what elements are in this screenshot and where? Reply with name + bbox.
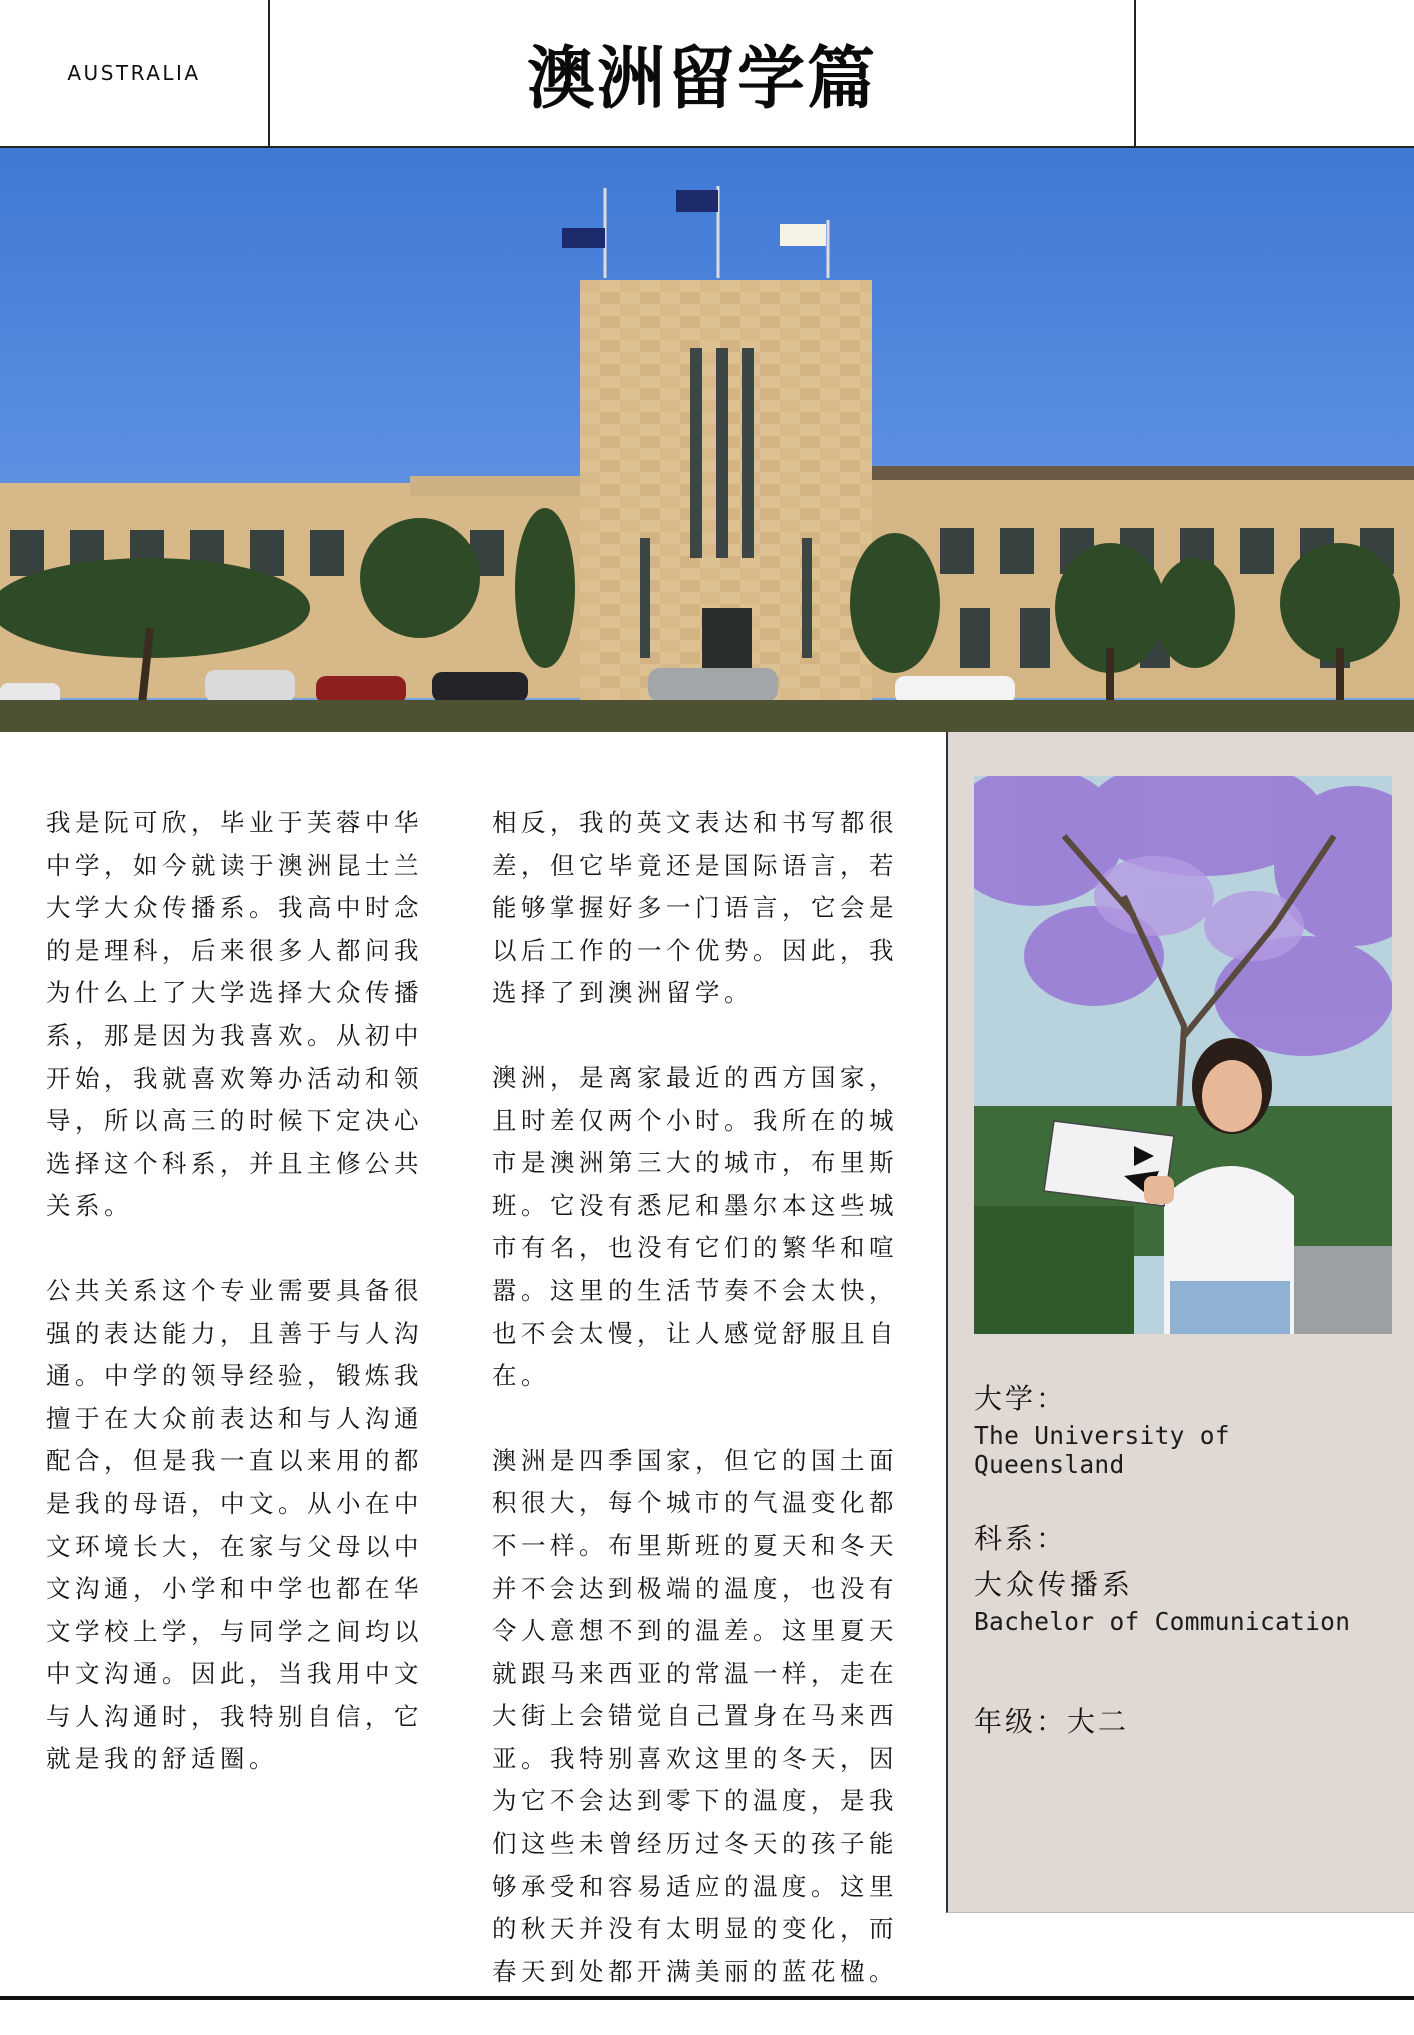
flag-left-icon xyxy=(562,228,605,248)
article-column-right xyxy=(492,802,922,2035)
department-name-zh: 大众传播系 xyxy=(974,1568,1135,1601)
flag-right-icon xyxy=(780,224,826,246)
page-header xyxy=(0,0,1414,148)
profile-panel xyxy=(946,732,1414,1913)
paragraph: 公共关系这个专业需要具备很强的表达能力，且善于与人沟通。中学的领导经验，锻炼我擅于在大众前表达和与人沟通配合，但是我一直以来用的都是我的母语，中文。从小在中文环境长大，在家与父母以中文沟通，小学和中学也都在华文学校上学，与同学之间均以中文沟通。因此，当我用中文与人沟通时，我特别自信，它就是我的舒适圈。 xyxy=(46,1275,423,1774)
year-info xyxy=(974,1700,1394,1740)
year-line: 年级：大二 xyxy=(974,1705,1130,1738)
hero-photo-university-building xyxy=(0,148,1414,732)
region-label: AUSTRALIA xyxy=(67,61,201,85)
department-info xyxy=(974,1517,1394,1636)
header-divider-right xyxy=(1134,0,1136,146)
university-name: The University of Queensland xyxy=(974,1421,1230,1479)
department-label: 科系： xyxy=(974,1522,1068,1555)
portrait-illustration xyxy=(974,776,1392,1334)
footer-rule xyxy=(0,1996,1414,2000)
department-name-en: Bachelor of Communication xyxy=(974,1607,1351,1636)
flag-center-icon xyxy=(676,190,718,212)
university-info xyxy=(974,1377,1394,1479)
paragraph: 我是阮可欣，毕业于芙蓉中华中学，如今就读于澳洲昆士兰大学大众传播系。我高中时念的是理科，后来很多人都问我为什么上了大学选择大众传播系，那是因为我喜欢。从初中开始，我就喜欢筹办活动和领导，所以高三的时候下定决心选择这个科系，并且主修公共关系。 xyxy=(46,808,423,1221)
student-portrait-photo xyxy=(974,776,1392,1334)
article-column-left xyxy=(46,802,446,1823)
university-label: 大学： xyxy=(974,1382,1068,1415)
paragraph: 澳洲是四季国家，但它的国土面积很大，每个城市的气温变化都不一样。布里斯班的夏天和冬天并不会达到极端的温度，也没有令人意想不到的温差。这里夏天就跟马来西亚的常温一样，走在大街上会错觉自己置身在马来西亚。我特别喜欢这里的冬天，因为它不会达到零下的温度，是我们这些未曾经历过冬天的孩子能够承受和容易适应的温度。这里的秋天并没有太明显的变化，而春天到处都开满美丽的蓝花楹。 xyxy=(492,1445,898,1986)
page-title: 澳洲留学篇 xyxy=(526,39,877,119)
paragraph: 澳洲，是离家最近的西方国家，且时差仅两个小时。我所在的城市是澳洲第三大的城市，布里斯班。它没有悉尼和墨尔本这些城市有名，也没有它们的繁华和喧嚣。这里的生活节奏不会太快，也不会太慢，让人感觉舒服且自在。 xyxy=(492,1062,898,1391)
paragraph: 相反，我的英文表达和书写都很差，但它毕竟还是国际语言，若能够掌握好多一门语言，它会是以后工作的一个优势。因此，我选择了到澳洲留学。 xyxy=(492,808,898,1008)
hero-illustration xyxy=(0,148,1414,732)
